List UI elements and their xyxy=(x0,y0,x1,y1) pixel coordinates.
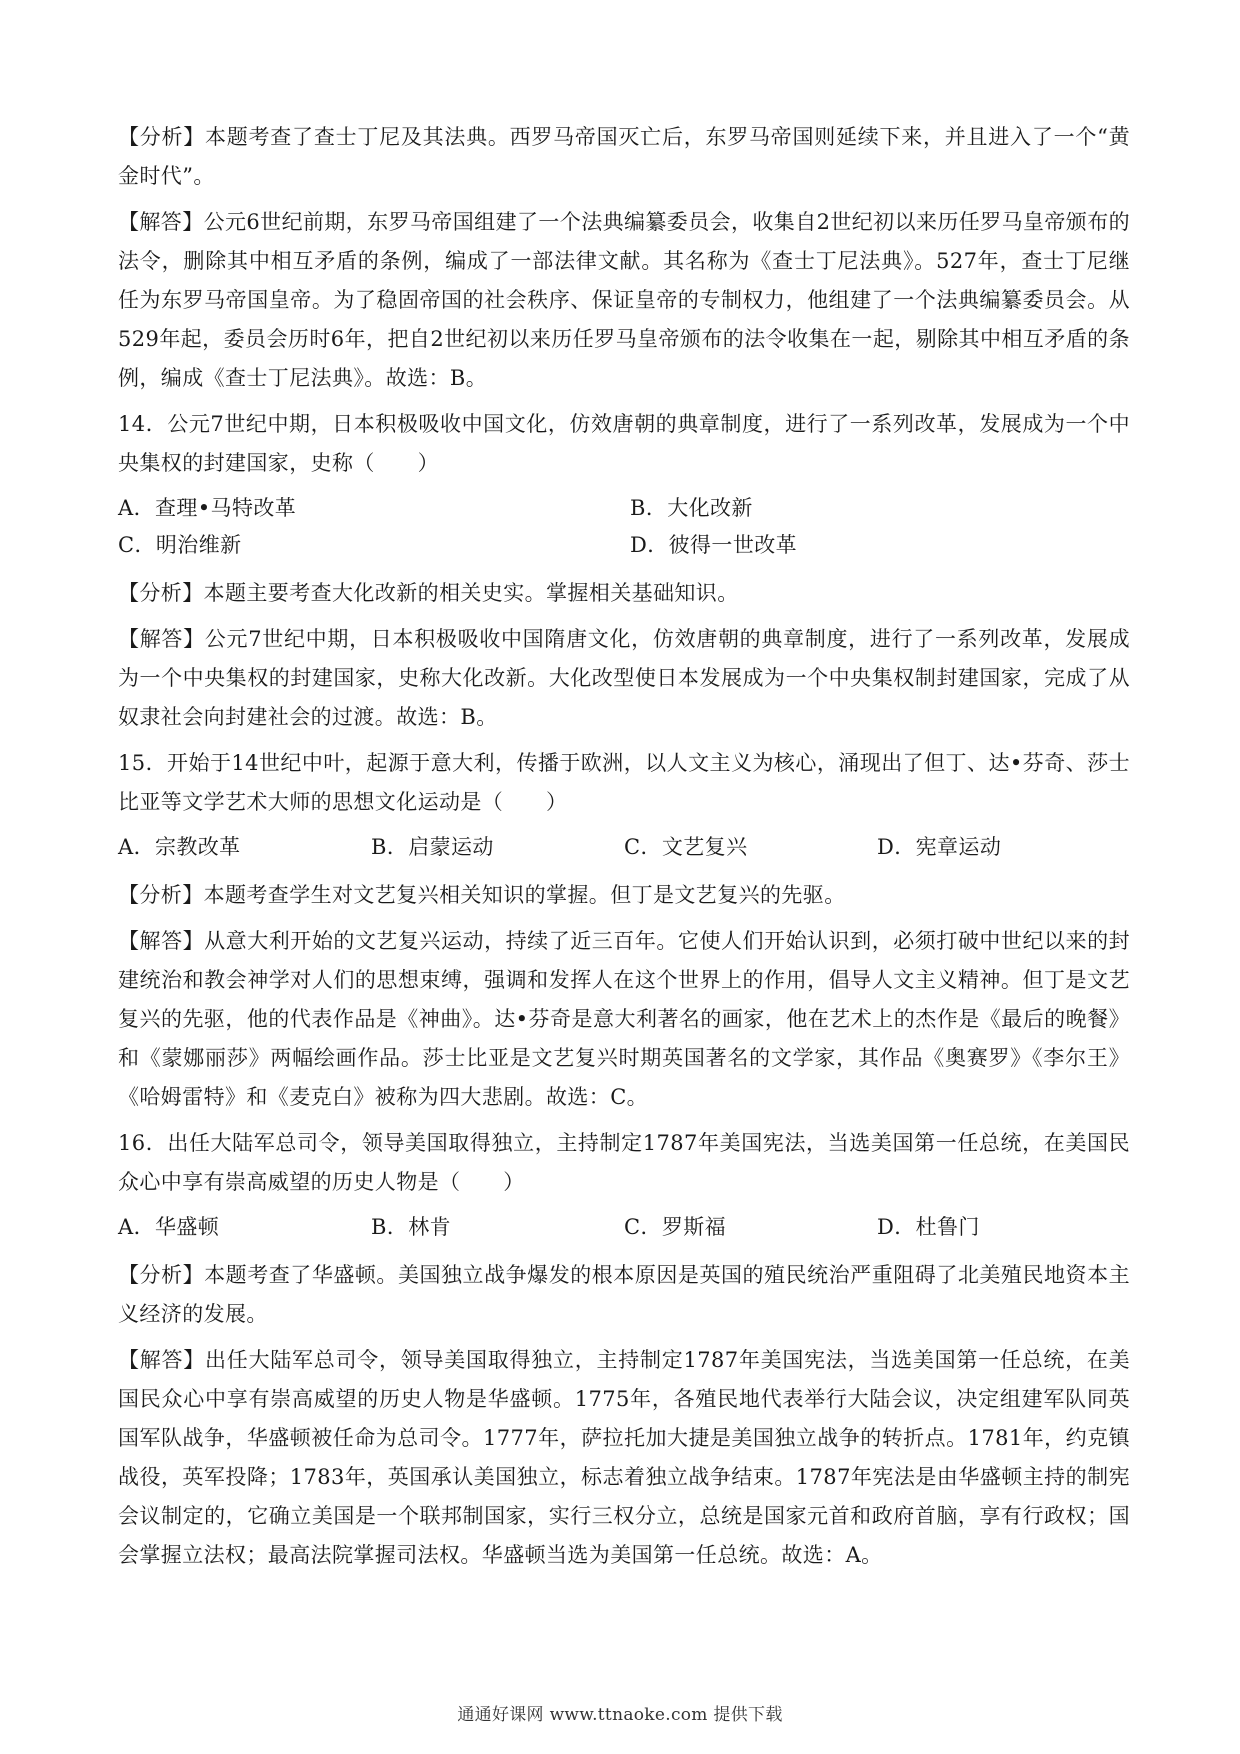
document-page xyxy=(118,118,1130,1582)
question-16: 16．出任大陆军总司令，领导美国取得独立，主持制定1787年美国宪法，当选美国第一任总统，在美国民众心中享有崇高威望的历史人物是（ ） xyxy=(118,1131,1130,1194)
option-b: B．启蒙运动 xyxy=(371,835,494,859)
question-14-options xyxy=(118,490,1130,564)
answer-13: 【解答】公元6世纪前期，东罗马帝国组建了一个法典编纂委员会，收集自2世纪初以来历任罗马皇帝颁布的法令，删除其中相互矛盾的条例，编成了一部法律文献。其名称为《查士丁尼法典》。527年，查士丁尼继任为东罗马帝国皇帝。为了稳固帝国的社会秩序、保证皇帝的专制权力，他组建了一个法典编纂委员会。从529年起，委员会历时6年，把自2世纪初以来历任罗马皇帝颁布的法令收集在一起，剔除其中相互矛盾的条例，编成《查士丁尼法典》。故选：B。 xyxy=(118,210,1130,390)
option-a: A．华盛顿 xyxy=(118,1215,220,1239)
option-d: D．宪章运动 xyxy=(877,835,1002,859)
option-c: C．文艺复兴 xyxy=(624,835,748,859)
option-c: C．罗斯福 xyxy=(624,1215,727,1239)
analysis-14: 【分析】本题主要考查大化改新的相关史实。掌握相关基础知识。 xyxy=(118,581,739,605)
option-c: C．明治维新 xyxy=(118,533,242,557)
analysis-13: 【分析】本题考查了查士丁尼及其法典。西罗马帝国灭亡后，东罗马帝国则延续下来，并且进入了一个“黄金时代”。 xyxy=(118,125,1130,188)
question-15: 15．开始于14世纪中叶，起源于意大利，传播于欧洲，以人文主义为核心，涌现出了但丁、达•芬奇、莎士比亚等文学艺术大师的思想文化运动是（ ） xyxy=(118,751,1130,814)
option-d: D．彼得一世改革 xyxy=(630,533,798,557)
question-15-options xyxy=(118,829,1130,866)
answer-16: 【解答】出任大陆军总司令，领导美国取得独立，主持制定1787年美国宪法，当选美国第一任总统，在美国民众心中享有崇高威望的历史人物是华盛顿。1775年，各殖民地代表举行大陆会议，决定组建军队同英国军队战争，华盛顿被任命为总司令。1777年，萨拉托加大捷是美国独立战争的转折点。1781年，约克镇战役，英军投降；1783年，英国承认美国独立，标志着独立战争结束。1787年宪法是由华盛顿主持的制宪会议制定的，它确立美国是一个联邦制国家，实行三权分立，总统是国家元首和政府首脑，享有行政权；国会掌握立法权；最高法院掌握司法权。华盛顿当选为美国第一任总统。故选：A。 xyxy=(118,1348,1130,1567)
analysis-15: 【分析】本题考查学生对文艺复兴相关知识的掌握。但丁是文艺复兴的先驱。 xyxy=(118,883,846,907)
option-d: D．杜鲁门 xyxy=(877,1215,980,1239)
analysis-16: 【分析】本题考查了华盛顿。美国独立战争爆发的根本原因是英国的殖民统治严重阻碍了北美殖民地资本主义经济的发展。 xyxy=(118,1263,1130,1326)
option-b: B．林肯 xyxy=(371,1215,452,1239)
answer-14: 【解答】公元7世纪中期，日本积极吸收中国隋唐文化，仿效唐朝的典章制度，进行了一系列改革，发展成为一个中央集权的封建国家，史称大化改新。大化改型使日本发展成为一个中央集权制封建国家，完成了从奴隶社会向封建社会的过渡。故选：B。 xyxy=(118,627,1130,729)
option-b: B．大化改新 xyxy=(630,496,753,520)
question-16-options xyxy=(118,1209,1130,1246)
page-footer: 通通好课网 www.ttnaoke.com 提供下载 xyxy=(457,1705,783,1725)
answer-15: 【解答】从意大利开始的文艺复兴运动，持续了近三百年。它使人们开始认识到，必须打破中世纪以来的封建统治和教会神学对人们的思想束缚，强调和发挥人在这个世界上的作用，倡导人文主义精神。但丁是文艺复兴的先驱，他的代表作品是《神曲》。达•芬奇是意大利著名的画家，他在艺术上的杰作是《最后的晚餐》和《蒙娜丽莎》两幅绘画作品。莎士比亚是文艺复兴时期英国著名的文学家，其作品《奥赛罗》《李尔王》《哈姆雷特》和《麦克白》被称为四大悲剧。故选：C。 xyxy=(118,929,1130,1109)
option-a: A．查理•马特改革 xyxy=(118,496,297,520)
option-a: A．宗教改革 xyxy=(118,835,241,859)
question-14: 14．公元7世纪中期，日本积极吸收中国文化，仿效唐朝的典章制度，进行了一系列改革，发展成为一个中央集权的封建国家，史称（ ） xyxy=(118,412,1130,475)
